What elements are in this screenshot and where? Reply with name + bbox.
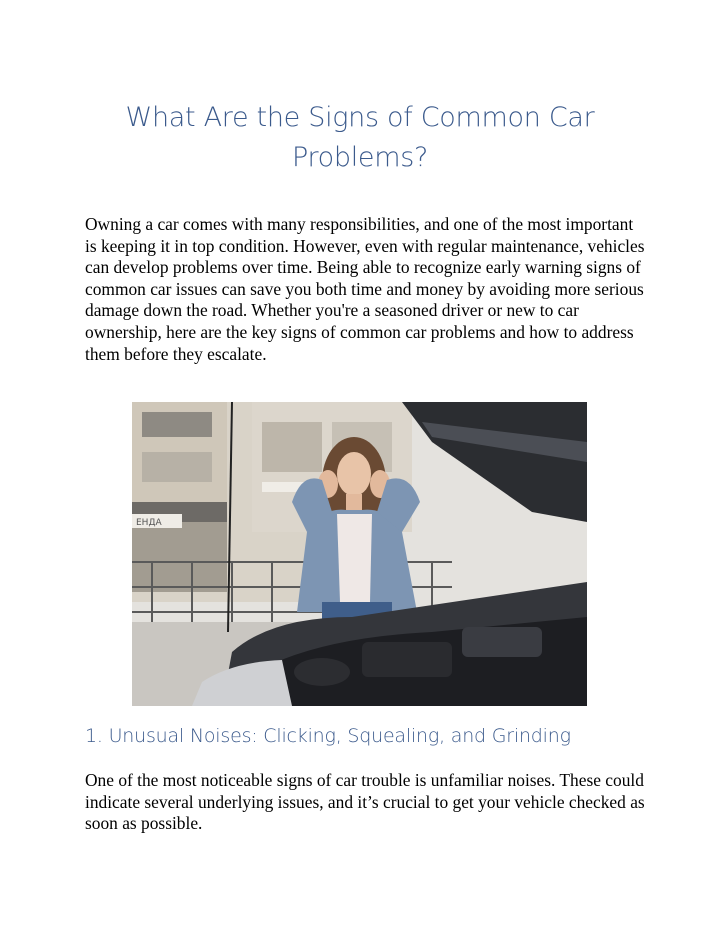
svg-text:ЕНДА: ЕНДА [136,518,162,528]
storefront-sign [132,514,182,528]
intro-paragraph: Owning a car comes with many responsibilities, and one of the most important is keeping it in top condition. However, even with regular maintenance, vehicles can develop problems over time. Being able to recognize early warning signs of common car issues can save you both time and money by avoiding more serious damage down the road. Whether you're a seasoned driver or new to car ownership, here are the key signs of common car problems and how to address them before they escalate. [85,214,645,364]
article-photo [132,402,587,706]
section-paragraph: One of the most noticeable signs of car trouble is unfamiliar noises. These could indicate several underlying issues, and it’s crucial to get your vehicle checked as soon as possible. [85,770,645,834]
section-heading: 1. Unusual Noises: Clicking, Squealing, and Grinding [85,725,571,747]
page-title: What Are the Signs of Common Car Problems? [125,102,595,173]
